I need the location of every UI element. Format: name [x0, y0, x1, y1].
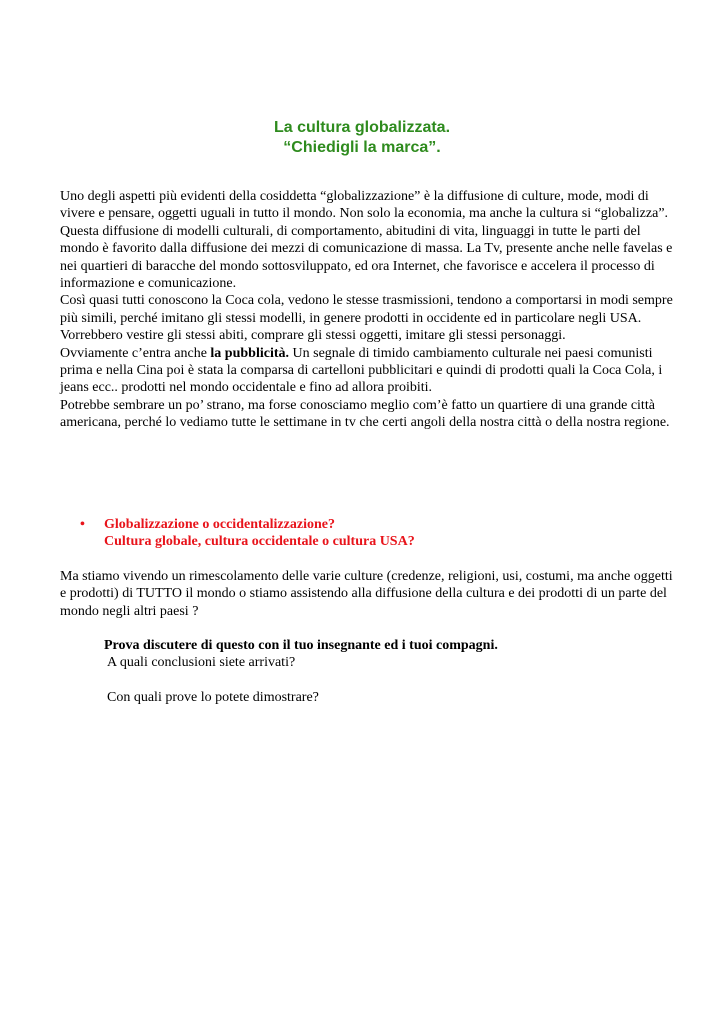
prova-heading: Prova discutere di questo con il tuo insegnante ed i tuoi compagni. [104, 638, 498, 653]
bullet-marker: • [80, 517, 85, 532]
paragraph-coca-cola: Così quasi tutti conoscono la Coca cola, vedono le stesse trasmissioni, tendono a comportarsi in modi sempre più simili, perché imitano gli stessi modelli, in genere prodotti in occidente ed in particolare negli USA. [60, 293, 673, 326]
paragraph-pubblicita [60, 345, 680, 397]
paragraph-vestire: Vorrebbero vestire gli stessi abiti, comprare gli stessi oggetti, imitare gli stessi personaggi. [60, 328, 566, 344]
pubblicita-post: Un segnale di timido cambiamento culturale nei paesi comunisti prima e nella Cina poi è stata la comparsa di cartelloni pubblicitari e quindi di prodotti quali la Coca Cola, i jeans ecc.. prodotti nel mondo occidentale e fino ad allora proibiti. [60, 345, 663, 396]
title-line-1: La cultura globalizzata. [273, 119, 451, 136]
paragraph-diffusione: Questa diffusione di modelli culturali, di comportamento, abitudini di vita, linguaggi in tutte le parti del mondo è favorito dalla diffusione dei mezzi di comunicazione di massa. La Tv, presente anche nelle favelas e nei quartieri di baracche del mondo sottosviluppato, ed ora Internet, che favorisce e accelera il processo di informazione e comunicazione. [60, 223, 673, 292]
prova-question-1: A quali conclusioni siete arrivati? [107, 655, 296, 671]
pubblicita-pre: Ovviamente c’entra anche [60, 345, 211, 361]
bullet-line-2: Cultura globale, cultura occidentale o cultura USA? [104, 534, 415, 550]
document-title [0, 118, 724, 158]
prova-question-2: Con quali prove lo potete dimostrare? [107, 690, 319, 706]
paragraph-quartiere: Potrebbe sembrare un po’ strano, ma forse conosciamo meglio com’è fatto un quartiere di una grande città americana, perché lo vediamo tutte le settimane in tv che certi angoli della nostra città o della nostra regione. [60, 397, 670, 431]
pubblicita-bold: la pubblicità. [210, 345, 290, 361]
question-bullet [80, 516, 680, 551]
bullet-line-1: Globalizzazione o occidentalizzazione? [104, 517, 335, 532]
main-body [60, 188, 680, 432]
rimescolamento-paragraph [60, 568, 680, 620]
spacer [104, 672, 664, 689]
title-line-2: “Chiedigli la marca”. [283, 139, 441, 156]
paragraph-globalizzazione: Uno degli aspetti più evidenti della cosiddetta “globalizzazione” è la diffusione di culture, mode, modi di vivere e pensare, oggetti uguali in tutto il mondo. Non solo la economia, ma anche la cultura si “globalizza”. [60, 189, 669, 222]
prova-section [104, 637, 664, 707]
paragraph-rimescolamento: Ma stiamo vivendo un rimescolamento delle varie culture (credenze, religioni, usi, costumi, ma anche oggetti e prodotti) di TUTTO il mondo o stiamo assistendo alla diffusione della cultura e dei prodotti di un parte del mondo negli altri paesi ? [60, 569, 673, 619]
